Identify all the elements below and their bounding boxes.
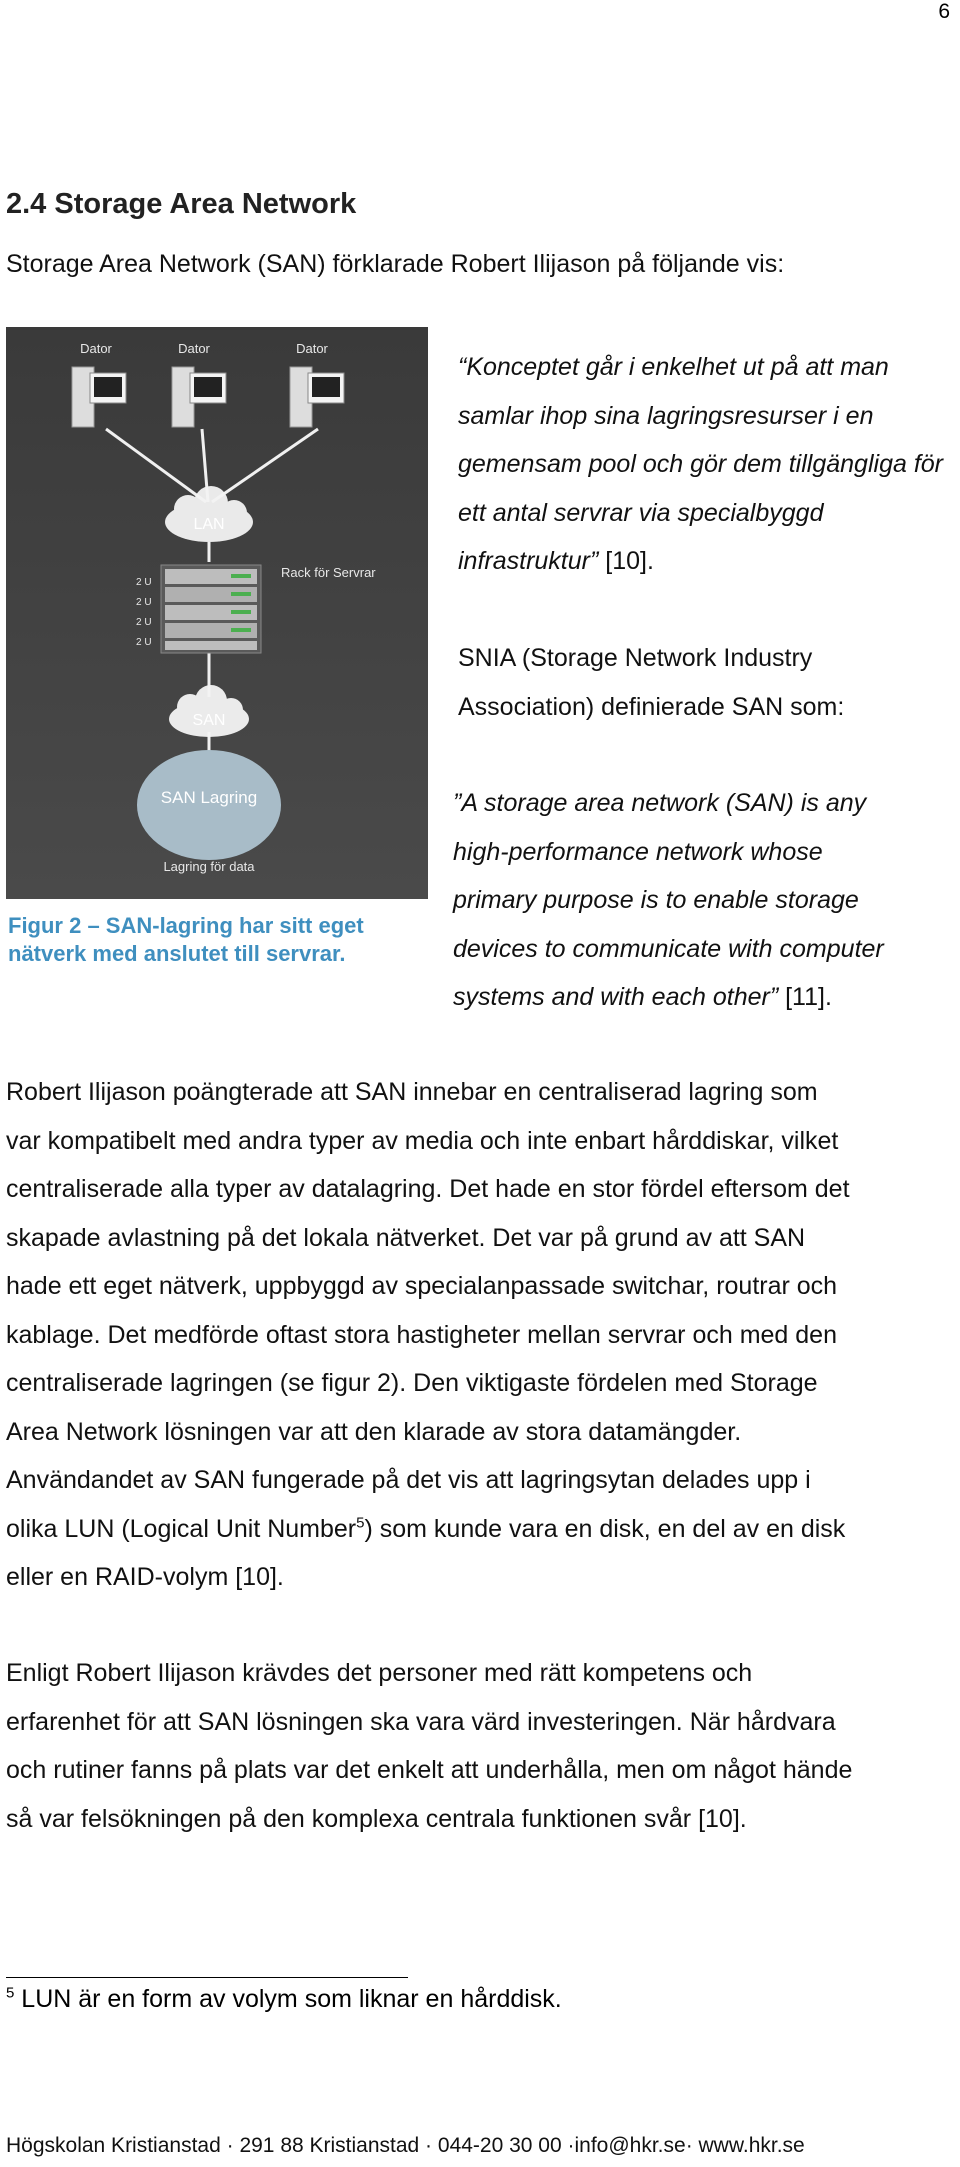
paragraph-line: och rutiner fanns på plats var det enkelt att underhålla, men om något hände — [6, 1756, 853, 1784]
quote-line-last — [453, 973, 933, 1022]
quote-line: high-performance network whose — [453, 837, 823, 866]
snia-intro: SNIA (Storage Network Industry Association) definierade SAN som: — [458, 644, 845, 721]
quote-line: systems and with each other” — [453, 983, 779, 1011]
paragraph-2 — [6, 1649, 956, 1843]
figure-caption — [8, 912, 438, 968]
quote-text: “Konceptet går i enkelhet ut på att man samlar ihop sina lagringsresurser i en gemensam pool och gör dem tillgängliga för ett antal servrar via specialbyggd infrastruktur” — [458, 353, 943, 575]
unit-label: 2 U — [136, 577, 152, 588]
page-footer: Högskolan Kristianstad · 291 88 Kristianstad · 044-20 30 00 ·info@hkr.se· www.hkr.se — [6, 2134, 805, 2157]
san-diagram — [6, 327, 428, 899]
footnote — [6, 1985, 562, 2014]
footnote-divider — [6, 1977, 408, 1978]
paragraph-line: centraliserade lagringen (se figur 2). Den viktigaste fördelen med Storage — [6, 1369, 818, 1397]
citation-ref: [11]. — [778, 983, 832, 1011]
paragraph-line: erfarenhet för att SAN lösningen ska vara värd investeringen. När hårdvara — [6, 1707, 836, 1736]
paragraph-line: Area Network lösningen var att den klarade av stora datamängder. — [6, 1417, 742, 1446]
quote-line: primary purpose is to enable storage — [453, 886, 859, 914]
paragraph-line: hade ett eget nätverk, uppbyggd av specialanpassade switchar, routrar och — [6, 1272, 838, 1300]
paragraph-line: Enligt Robert Ilijason krävdes det personer med rätt kompetens och — [6, 1659, 753, 1687]
paragraph-line: centraliserade alla typer av datalagring. Det hade en stor fördel eftersom det — [6, 1175, 850, 1203]
text-span: olika LUN (Logical Unit Number — [6, 1514, 357, 1543]
caption-line: nätverk med anslutet till servrar. — [8, 941, 346, 966]
page-number: 6 — [938, 0, 950, 23]
dator-label-2: Dator — [178, 341, 210, 356]
footnote-mark: 5 — [356, 1514, 365, 1532]
paragraph-1 — [6, 1068, 956, 1602]
dator-label-3: Dator — [296, 341, 328, 356]
paragraph-line: Användandet av SAN fungerade på det vis att lagringsytan delades upp i — [6, 1466, 811, 1494]
footnote-text: LUN är en form av volym som liknar en hårddisk. — [14, 1985, 562, 2013]
rack-label: Rack för Servrar — [281, 565, 376, 580]
paragraph-line: eller en RAID-volym [10]. — [6, 1563, 284, 1591]
section-heading: 2.4 Storage Area Network — [6, 188, 357, 220]
paragraph-line: Robert Ilijason poängterade att SAN innebar en centraliserad lagring som — [6, 1078, 818, 1106]
caption-line: Figur 2 – SAN-lagring har sitt eget — [8, 913, 364, 938]
paragraph-line: så var felsökningen på den komplexa centrala funktionen svår [10]. — [6, 1804, 747, 1833]
paragraph-line: kablage. Det medförde oftast stora hastigheter mellan servrar och med den — [6, 1320, 837, 1349]
quote-ilijason — [458, 343, 948, 586]
unit-label: 2 U — [136, 617, 152, 628]
quote-line: ”A storage area network (SAN) is any — [453, 789, 867, 817]
san-label: SAN — [192, 712, 226, 729]
unit-label: 2 U — [136, 597, 152, 608]
paragraph-line — [6, 1505, 956, 1554]
paragraph-line: var kompatibelt med andra typer av media och inte enbart hårddiskar, vilket — [6, 1126, 839, 1155]
unit-label: 2 U — [136, 637, 152, 648]
text-span: ) som kunde vara en disk, en del av en disk — [364, 1514, 846, 1543]
footnote-number: 5 — [6, 1984, 15, 2002]
paragraph-line: skapade avlastning på det lokala nätverket. Det var på grund av att SAN — [6, 1223, 806, 1252]
san-figure — [6, 327, 428, 899]
citation-ref: [10]. — [598, 547, 654, 575]
lan-label: LAN — [193, 516, 225, 533]
server-rack — [161, 565, 261, 653]
dator-label-1: Dator — [80, 341, 112, 356]
quote-snia — [453, 779, 933, 1022]
san-storage-label: SAN Lagring — [160, 788, 258, 807]
quote-line: devices to communicate with computer — [453, 934, 884, 963]
storage-caption-label: Lagring för data — [163, 859, 255, 874]
intro-text: Storage Area Network (SAN) förklarade Robert Ilijason på följande vis: — [6, 250, 785, 278]
